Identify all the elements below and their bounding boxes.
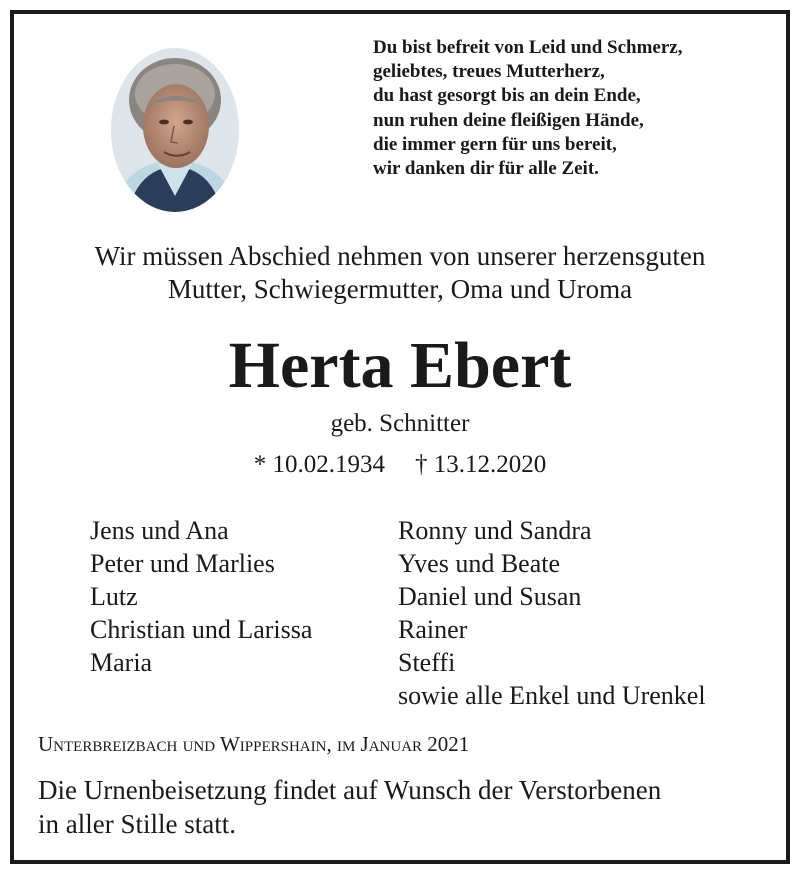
mourner-entry: Ronny und Sandra	[398, 516, 592, 545]
mourners-right-column	[398, 514, 706, 712]
farewell-intro	[0, 240, 800, 306]
life-dates	[0, 450, 800, 480]
mourner-entry: Yves und Beate	[398, 549, 561, 578]
mourners-left-column	[90, 514, 312, 679]
mourner-entry: Lutz	[90, 582, 138, 611]
burial-note	[38, 773, 768, 841]
death-date: † 13.12.2020	[415, 451, 547, 478]
mourner-entry: Jens und Ana	[90, 516, 229, 545]
mourner-entry: Peter und Marlies	[90, 549, 275, 578]
mourner-entry: Christian und Larissa	[90, 615, 313, 644]
verse-line: die immer gern für uns bereit,	[373, 133, 617, 155]
mourner-entry: Daniel und Susan	[398, 582, 582, 611]
verse-line: nun ruhen deine fleißigen Hände,	[373, 109, 644, 131]
verse-line: geliebtes, treues Mutterherz,	[373, 61, 605, 83]
mourner-entry: Maria	[90, 648, 153, 677]
intro-line: Mutter, Schwiegermutter, Oma und Uroma	[167, 274, 633, 304]
verse-line: wir danken dir für alle Zeit.	[373, 158, 599, 180]
birth-date: * 10.02.1934	[253, 451, 385, 478]
memorial-verse	[373, 36, 773, 181]
verse-line: Du bist befreit von Leid und Schmerz,	[373, 37, 683, 58]
deceased-name: Herta Ebert	[228, 329, 572, 402]
portrait-photo	[108, 46, 242, 214]
mourner-entry: Steffi	[398, 648, 456, 677]
note-line: Die Urnenbeisetzung findet auf Wunsch der Verstorbenen	[38, 775, 662, 805]
verse-line: du hast gesorgt bis an dein Ende,	[373, 85, 641, 107]
mourner-entry: Rainer	[398, 615, 468, 644]
intro-line: Wir müssen Abschied nehmen von unserer herzensguten	[94, 241, 706, 271]
place-and-date: Unterbreizbach und Wippershain, im Januar 2021	[38, 732, 470, 756]
mourner-entry: sowie alle Enkel und Urenkel	[398, 681, 706, 710]
note-line: in aller Stille statt.	[38, 809, 236, 839]
maiden-name: geb. Schnitter	[330, 410, 470, 437]
